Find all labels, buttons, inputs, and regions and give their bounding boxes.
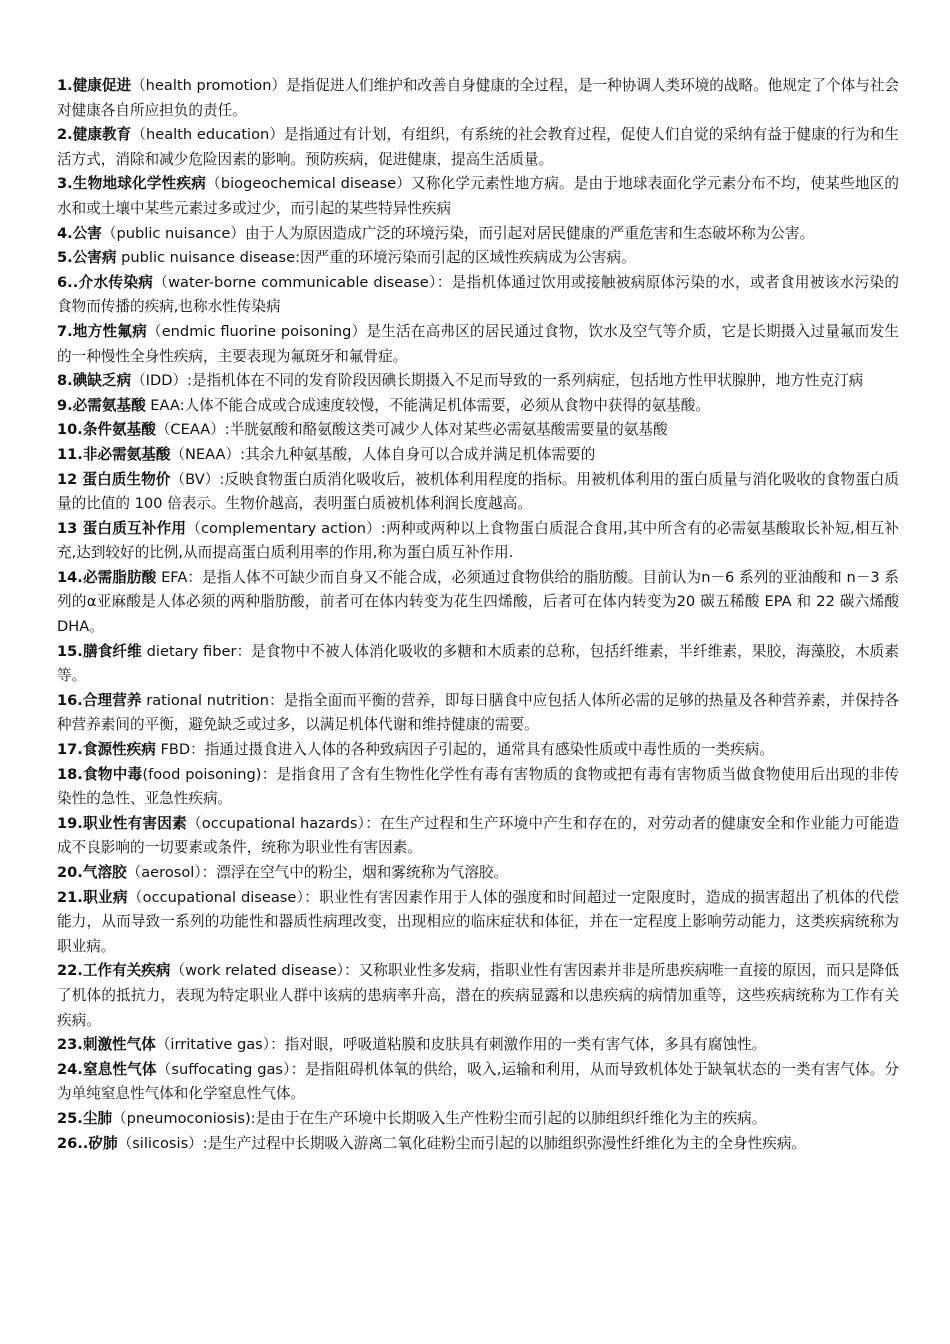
definition-text: public nuisance disease:因严重的环境污染而引起的区域性疾病成为公害病。 <box>116 249 636 267</box>
entry-3 <box>57 172 899 221</box>
term-heading: 20.气溶胶 <box>57 864 127 881</box>
term-heading: 13 蛋白质互补作用 <box>57 519 187 537</box>
definition-text: （aerosol）：漂浮在空气中的粉尘，烟和雾统称为气溶胶。 <box>126 864 509 881</box>
definition-text: （health education）是指通过有计划，有组织，有系统的社会教育过程，促使人们自觉的采纳有益于健康的行为和生活方式，消除和减少危险因素的影响。预防疾病，促进健康，提高生活质量。 <box>57 126 899 168</box>
term-heading: 10.条件氨基酸 <box>57 421 156 439</box>
entry-5 <box>57 246 899 271</box>
definition-text: （CEAA）:半胱氨酸和酪氨酸这类可减少人体对某些必需氨基酸需要量的氨基酸 <box>155 421 668 439</box>
definition-text: （occupational hazards）：在生产过程和生产环境中产生和存在的，对劳动者的健康安全和作业能力可能造成不良影响的一切要素或条件，统称为职业性有害因素。 <box>57 814 899 857</box>
definition-text: dietary fiber：是食物中不被人体消化吸收的多糖和木质素的总称，包括纤维素，半纤维素，果胶，海藻胶，木质素等。 <box>57 642 899 685</box>
definition-text: （pneumoconiosis):是由于在生产环境中长期吸入生产性粉尘而引起的以肺组织纤维化为主的疾病。 <box>112 1109 767 1127</box>
entry-10 <box>57 418 899 443</box>
document-page <box>57 74 899 1156</box>
term-heading: 15.膳食纤维 <box>57 642 142 660</box>
entry-22 <box>57 959 899 1033</box>
term-heading: 25.尘肺 <box>57 1109 113 1127</box>
term-heading: 16.合理营养 <box>57 691 142 709</box>
term-heading: 5.公害病 <box>57 249 117 267</box>
definition-text: （NEAA）:其余九种氨基酸，人体自身可以合成并满足机体需要的 <box>170 445 596 463</box>
entry-12 <box>57 468 899 517</box>
definition-text: （water-borne communicable disease）：是指机体通过饮用或接触被病原体污染的水，或者食用被该水污染的食物而传播的疾病,也称水性传染病 <box>57 273 899 316</box>
entry-20 <box>57 861 899 886</box>
entry-9 <box>57 394 899 419</box>
term-heading: 14.必需脂肪酸 <box>57 568 157 586</box>
entry-16 <box>57 689 899 738</box>
entry-13 <box>57 517 899 566</box>
definition-text: (food poisoning)：是指食用了含有生物性化学性有毒有害物质的食物或把有毒有害物质当做食物使用后出现的非传染性的急性、亚急性疾病。 <box>57 765 899 808</box>
definition-text: （public nuisance）由于人为原因造成广泛的环境污染，而引起对居民健康的严重危害和生态破坏称为公害。 <box>101 224 815 242</box>
term-heading: 4.公害 <box>57 224 102 242</box>
term-heading: 9.必需氨基酸 <box>57 396 146 414</box>
term-heading: 2.健康教育 <box>57 126 132 144</box>
term-heading: 6..介水传染病 <box>57 273 154 291</box>
entry-8 <box>57 369 899 394</box>
entry-19 <box>57 812 899 861</box>
definition-text: （health promotion）是指促进人们维护和改善自身健康的全过程，是一种协调人类环境的战略。他规定了个体与社会对健康各自所应担负的责任。 <box>57 77 900 119</box>
entry-14 <box>57 566 899 640</box>
term-heading: 24.窒息性气体 <box>57 1060 157 1078</box>
entry-23 <box>57 1033 899 1058</box>
entry-7 <box>57 320 899 369</box>
definition-text: EFA：是指人体不可缺少而自身又不能合成，必须通过食物供给的脂肪酸。目前认为n－6 系列的亚油酸和 n－3 系列的α亚麻酸是人体必须的两种脂肪酸，前者可在体内转变为花生四烯酸，后者可在体内转变为20 碳五稀酸 EPA 和 22 碳六烯酸 DHA。 <box>57 568 899 636</box>
term-heading: 7.地方性氟病 <box>57 322 147 340</box>
definition-text: rational nutrition：是指全面而平衡的营养，即每日膳食中应包括人体所必需的足够的热量及各种营养素，并保持各种营养素间的平衡，避免缺乏或过多，以满足机体代谢和维持健康的需要。 <box>57 691 899 734</box>
entry-21 <box>57 886 899 960</box>
term-heading: 26..矽肺 <box>57 1134 118 1152</box>
entry-4 <box>57 222 899 247</box>
entry-6 <box>57 271 899 320</box>
definition-text: （IDD）:是指机体在不同的发育阶段因碘长期摄入不足而导致的一系列病症，包括地方性甲状腺肿，地方性克汀病 <box>131 372 864 390</box>
term-heading: 22.工作有关疾病 <box>57 962 171 980</box>
term-heading: 21.职业病 <box>57 888 128 906</box>
definition-text: （complementary action）:两种或两种以上食物蛋白质混合食用,其中所含有的必需氨基酸取长补短,相互补充,达到较好的比例,从而提高蛋白质利用率的作用,称为蛋白质互补作用. <box>57 519 899 562</box>
entry-26 <box>57 1132 899 1157</box>
entry-24 <box>57 1058 899 1107</box>
definition-text: （work related disease）：又称职业性多发病，指职业性有害因素并非是所患疾病唯一直接的原因，而只是降低了机体的抵抗力，表现为特定职业人群中该病的患病率升高，潜在的疾病显露和以患疾病的病情加重等，这些疾病统称为工作有关疾病。 <box>57 962 900 1029</box>
definition-text: EAA:人体不能合成或合成速度较慢，不能满足机体需要，必须从食物中获得的氨基酸。 <box>145 396 710 414</box>
definition-text: FBD：指通过摄食进入人体的各种致病因子引起的，通常具有感染性质或中毒性质的一类疾病。 <box>155 741 774 759</box>
entry-18 <box>57 763 899 812</box>
term-heading: 3.生物地球化学性疾病 <box>57 175 207 193</box>
entry-25 <box>57 1107 899 1132</box>
entry-2 <box>57 123 899 172</box>
definition-text: （endmic fluorine poisoning）是生活在高弗区的居民通过食物，饮水及空气等介质，它是长期摄入过量氟而发生的一种慢性全身性疾病，主要表现为氟斑牙和氟骨症。 <box>57 322 899 365</box>
entry-1 <box>57 74 899 123</box>
entry-15 <box>57 640 899 689</box>
term-heading: 12 蛋白质生物价 <box>57 470 171 488</box>
definition-text: （occupational disease）：职业性有害因素作用于人体的强度和时间超过一定限度时，造成的损害超出了机体的代偿能力，从而导致一系列的功能性和器质性病理改变，出现相应的临床症状和体征，并在一定程度上影响劳动能力，这类疾病统称为职业病。 <box>57 888 899 955</box>
definition-text: （biogeochemical disease）又称化学元素性地方病。是由于地球表面化学元素分布不均，使某些地区的水和或土壤中某些元素过多或过少，而引起的某些特异性疾病 <box>57 175 899 217</box>
term-heading: 17.食源性疾病 <box>57 741 156 759</box>
term-heading: 18.食物中毒 <box>57 765 143 783</box>
definition-text: （BV）:反映食物蛋白质消化吸收后，被机体利用程度的指标。用被机体利用的蛋白质量与消化吸收的食物蛋白质量的比值的 100 倍表示。生物价越高，表明蛋白质被机体利润长度越高。 <box>57 470 900 513</box>
definition-text: （suffocating gas）：是指阻碍机体氧的供给，吸入,运输和利用，从而导致机体处于缺氧状态的一类有害气体。分为单纯窒息性气体和化学窒息性气体。 <box>57 1060 899 1103</box>
term-heading: 23.刺激性气体 <box>57 1036 156 1054</box>
term-heading: 11.非必需氨基酸 <box>57 445 171 463</box>
definition-text: （silicosis）:是生产过程中长期吸入游离二氧化硅粉尘而引起的以肺组织弥漫性纤维化为主的全身性疾病。 <box>117 1134 807 1152</box>
entry-17 <box>57 738 899 763</box>
definition-text: （irritative gas）：指对眼，呼吸道粘膜和皮肤具有刺激作用的一类有害气体，多具有腐蚀性。 <box>155 1036 767 1054</box>
term-heading: 1.健康促进 <box>57 77 132 94</box>
entry-11 <box>57 443 899 468</box>
term-heading: 8.碘缺乏病 <box>57 372 132 390</box>
term-heading: 19.职业性有害因素 <box>57 814 187 832</box>
